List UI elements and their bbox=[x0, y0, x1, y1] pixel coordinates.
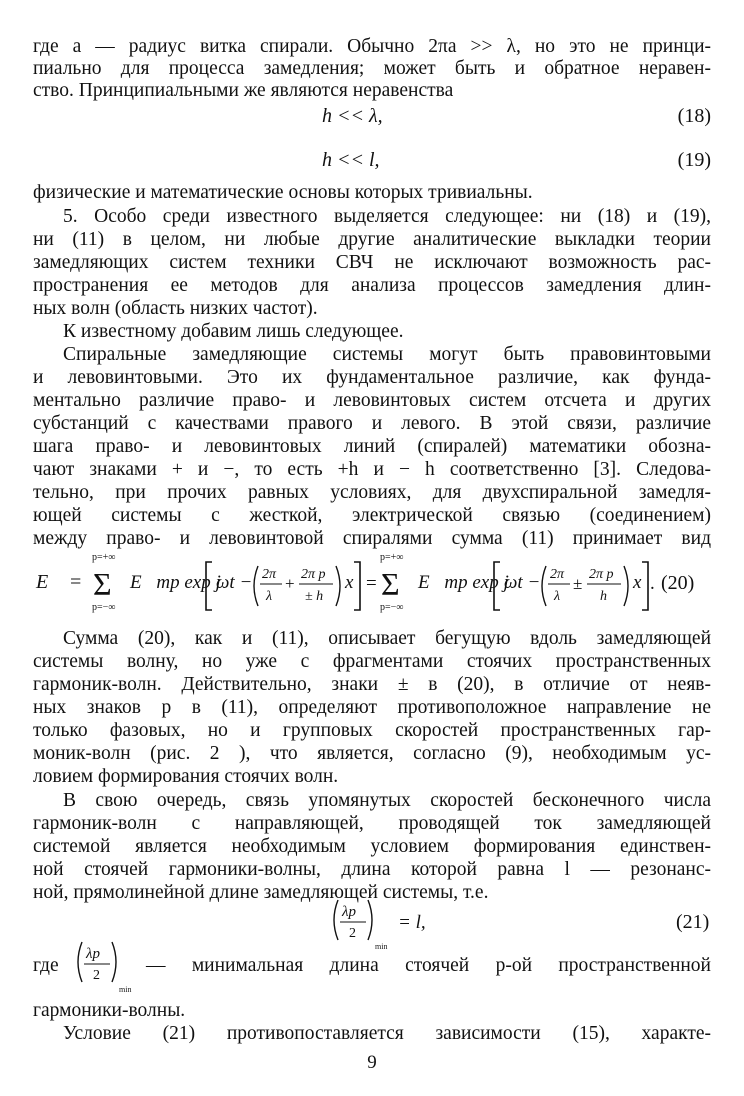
text-line: пиально для процесса замедления; может быть и обратное неравен- bbox=[33, 58, 711, 79]
text-line: тельно, при прочих равных условиях, для двухспиральной замедля- bbox=[33, 482, 711, 503]
text-line: ющей системы с жесткой, электрической связью (соединением) bbox=[33, 505, 711, 526]
eq20-eq: = bbox=[366, 573, 377, 594]
inline-lambda-p: λp bbox=[86, 946, 100, 962]
text-line: физические и математические основы которых тривиальны. bbox=[33, 182, 533, 203]
eq20-x: x bbox=[345, 572, 354, 593]
text-line: гармоник-волн. Действительно, знаки ± в (20), в отличие от неяв- bbox=[33, 674, 711, 695]
text-line: Сумма (20), как и (11), описывает бегущую вдоль замедляющей bbox=[63, 628, 711, 649]
text-line: шага право- и левовинтовых линий (спиралей) математики обозна- bbox=[33, 436, 711, 457]
text-line: субстанций с качествами правого и левого. В этой связи, различие bbox=[33, 413, 711, 434]
text-line: ных знаков p в (11), определяют противоположное направление не bbox=[33, 697, 711, 718]
equation-18: h << λ, bbox=[322, 105, 383, 127]
text-line: замедляющих систем техники СВЧ не исключают возможность рас- bbox=[33, 252, 711, 273]
eq20-dot: . bbox=[650, 573, 655, 594]
text-line: моник-волн (рис. 2 ), что является, согласно (9), необходимым ус- bbox=[33, 743, 711, 764]
text-line: между право- и левовинтовой спиралями сумма (11) принимает вид bbox=[33, 528, 711, 549]
eq20-term: E⃗mp exp j bbox=[418, 572, 509, 593]
eq20-term: E⃗mp exp j bbox=[130, 572, 221, 593]
eq21-rhs: = l, bbox=[398, 912, 426, 933]
eq20-plus: + bbox=[285, 574, 295, 593]
text-line: где bbox=[33, 955, 59, 976]
eq20-h: h bbox=[600, 589, 607, 604]
text-line: и левовинтовыми. Это их фундаментальное различие, как фунда- bbox=[33, 367, 711, 388]
text-line: где a — радиус витка спирали. Обычно 2πa >> λ, но это не принци- bbox=[33, 36, 711, 57]
eq21-two: 2 bbox=[349, 926, 356, 941]
eq20-sum-top: p=+∞ bbox=[380, 552, 404, 563]
inline-two: 2 bbox=[93, 968, 100, 983]
eq20-omega-t: ωt − bbox=[216, 572, 253, 593]
text-line: системы волну, но уже с фрагментами стоячих пространственных bbox=[33, 651, 711, 672]
text-line: 5. Особо среди известного выделяется следующее: ни (18) и (19), bbox=[63, 206, 711, 227]
eq20-x: x bbox=[633, 572, 642, 593]
eq20-sigma: Σ bbox=[381, 566, 400, 602]
eq20-omega-t: ωt − bbox=[504, 572, 541, 593]
eq20-paren-left bbox=[254, 566, 258, 606]
eq20-sum-top: p=+∞ bbox=[92, 552, 116, 563]
inline-paren-left bbox=[78, 942, 82, 982]
text-line: Условие (21) противопоставляется зависимости (15), характе- bbox=[63, 1023, 711, 1044]
text-line: пространения ее методов для анализа процессов замедления длин- bbox=[33, 275, 711, 296]
text-line: ловием формирования стоячих волн. bbox=[33, 766, 339, 787]
eq20-lhs: E⃗ = bbox=[36, 571, 83, 593]
text-line: ной стоячей гармоники-волны, длина которой равна l — резонанс- bbox=[33, 859, 711, 880]
inline-min: min bbox=[119, 985, 132, 994]
equation-number-19: (19) bbox=[677, 149, 711, 171]
equation-number-21: (21) bbox=[676, 911, 710, 933]
eq20-sum-bottom: p=−∞ bbox=[380, 602, 404, 613]
eq20-pm: ± bbox=[573, 574, 583, 593]
equation-20 bbox=[0, 546, 744, 626]
eq20-bracket-right bbox=[354, 562, 360, 610]
eq20-2pi: 2π bbox=[262, 567, 277, 582]
text-line: гармоники-волны. bbox=[33, 1000, 186, 1021]
text-line: В свою очередь, связь упомянутых скоростей бесконечного числа bbox=[63, 790, 711, 811]
text-line: ных волн (область низких частот). bbox=[33, 298, 318, 319]
text-line: только фазовых, но и групповых скоростей пространственных гар- bbox=[33, 720, 711, 741]
eq20-2pip: 2π p bbox=[589, 567, 614, 582]
equation-19: h << l, bbox=[322, 149, 380, 171]
text-line: системой является необходимым условием формирования единствен- bbox=[33, 836, 711, 857]
eq20-sigma: Σ bbox=[93, 566, 112, 602]
eq20-lambda: λ bbox=[266, 589, 273, 604]
eq20-lambda: λ bbox=[554, 589, 561, 604]
eq21-paren-left bbox=[334, 900, 338, 940]
text-line: ни (11) в целом, ни любые другие аналитические выкладки теории bbox=[33, 229, 711, 250]
page-number: 9 bbox=[367, 1052, 377, 1073]
text-line: Спиральные замедляющие системы могут быть правовинтовыми bbox=[63, 344, 711, 365]
eq20-pmh: ± h bbox=[305, 589, 324, 604]
eq20-paren-right bbox=[336, 566, 340, 606]
text-line: ной, прямолинейной длине замедляющей системы, т.е. bbox=[33, 882, 489, 903]
eq20-paren-right bbox=[624, 566, 628, 606]
eq20-paren-left bbox=[542, 566, 546, 606]
inline-fraction-lambda-p bbox=[72, 934, 152, 994]
eq21-paren-right bbox=[368, 900, 372, 940]
text-line: ство. Принципиальными же являются неравенства bbox=[33, 80, 454, 101]
eq21-min: min bbox=[375, 942, 388, 951]
equation-number-18: (18) bbox=[677, 105, 711, 127]
eq20-2pi: 2π bbox=[550, 567, 565, 582]
equation-number-20: (20) bbox=[661, 572, 695, 594]
eq20-sum-bottom: p=−∞ bbox=[92, 602, 116, 613]
text-line: — минимальная длина стоячей p-ой пространственной bbox=[146, 955, 711, 976]
eq20-2pip: 2π p bbox=[301, 567, 326, 582]
text-line: К известному добавим лишь следующее. bbox=[63, 321, 404, 342]
eq20-bracket-right bbox=[642, 562, 648, 610]
eq21-lambda-p: λp bbox=[342, 904, 356, 920]
text-line: ментально различие право- и левовинтовых систем отсчета и других bbox=[33, 390, 711, 411]
text-line: чают знаками + и −, то есть +h и − h соответственно [3]. Следова- bbox=[33, 459, 711, 480]
inline-paren-right bbox=[112, 942, 116, 982]
text-line: гармоник-волн с направляющей, проводящей ток замедляющей bbox=[33, 813, 711, 834]
